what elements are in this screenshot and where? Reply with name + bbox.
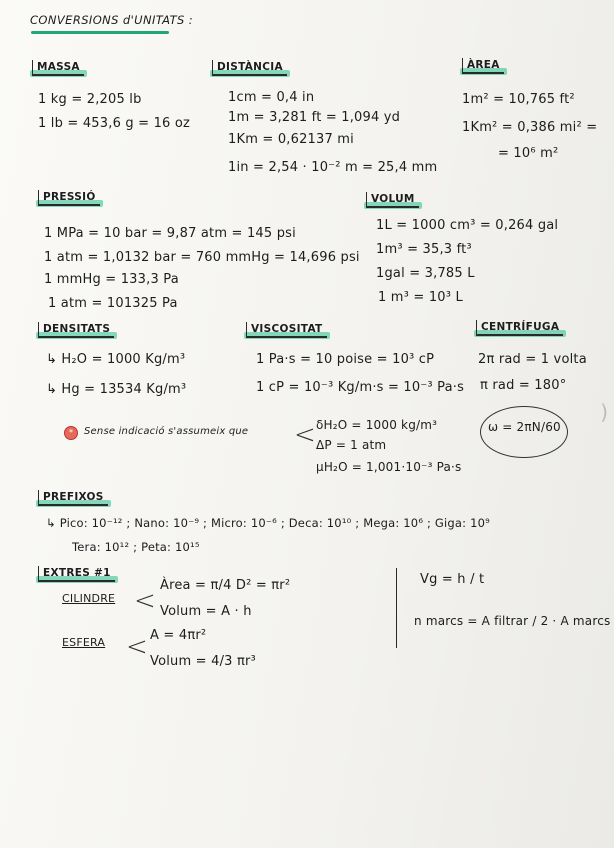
- extres-divider: [396, 568, 397, 648]
- pressio-line-4: 1 atm = 101325 Pa: [48, 296, 178, 311]
- note-asterisk-icon: *: [64, 426, 78, 440]
- pressio-line-3: 1 mmHg = 133,3 Pa: [44, 272, 179, 287]
- viscositat-line-2: 1 cP = 10⁻³ Kg/m·s = 10⁻³ Pa·s: [256, 380, 465, 395]
- esfera-label: ESFERA: [62, 636, 106, 649]
- volum-line-3: 1gal = 3,785 L: [376, 266, 475, 281]
- section-massa: [32, 60, 84, 76]
- note-item-1: δH₂O = 1000 kg/m³: [316, 418, 438, 432]
- section-viscositat: [246, 322, 327, 338]
- centrifuga-line-1: 2π rad = 1 volta: [478, 352, 587, 367]
- nmarcs-formula: n marcs = A filtrar / 2 · A marcs: [414, 614, 611, 628]
- note-item-3: μH₂O = 1,001·10⁻³ Pa·s: [316, 460, 462, 474]
- note-brace-icon: <: [294, 420, 316, 450]
- esfera-brace-icon: <: [126, 632, 148, 662]
- header-area: ÀREA: [462, 58, 504, 74]
- volum-line-1: 1L = 1000 cm³ = 0,264 gal: [376, 218, 559, 233]
- pressio-line-2: 1 atm = 1,0132 bar = 760 mmHg = 14,696 psi: [44, 250, 360, 265]
- distancia-line-3: 1Km = 0,62137 mi: [228, 132, 354, 147]
- pressio-line-1: 1 MPa = 10 bar = 9,87 atm = 145 psi: [44, 226, 296, 241]
- viscositat-line-1: 1 Pa·s = 10 poise = 10³ cP: [256, 352, 435, 367]
- prefixos-line-1: ↳ Pico: 10⁻¹² ; Nano: 10⁻⁹ ; Micro: 10⁻⁶ ; Deca: 10¹⁰ ; Mega: 10⁶ ; Giga: 10⁹: [46, 516, 490, 530]
- header-prefixos: PREFIXOS: [38, 490, 108, 506]
- centrifuga-line-2: π rad = 180°: [480, 378, 567, 393]
- section-volum: [366, 192, 419, 208]
- densitats-line-2: ↳ Hg = 13534 Kg/m³: [46, 382, 187, 397]
- distancia-line-2: 1m = 3,281 ft = 1,094 yd: [228, 110, 401, 125]
- cilindre-label: CILINDRE: [62, 592, 116, 605]
- volum-line-4: 1 m³ = 10³ L: [378, 290, 463, 305]
- distancia-line-1: 1cm = 0,4 in: [228, 90, 315, 105]
- page-edge-mark: ): [600, 400, 608, 424]
- section-distancia: [212, 60, 287, 76]
- note-item-2: ΔP = 1 atm: [316, 438, 387, 452]
- massa-line-1: 1 kg = 2,205 lb: [38, 92, 142, 107]
- header-viscositat: VISCOSITAT: [246, 322, 327, 338]
- note-text: Sense indicació s'assumeix que: [84, 426, 249, 437]
- section-area: [462, 58, 504, 74]
- prefixos-line-2: Tera: 10¹² ; Peta: 10¹⁵: [72, 540, 200, 554]
- vg-formula: Vg = h / t: [420, 572, 485, 587]
- section-densitats: [38, 322, 114, 338]
- cilindre-brace-icon: <: [134, 586, 156, 616]
- massa-line-2: 1 lb = 453,6 g = 16 oz: [38, 116, 191, 131]
- header-extres: EXTRES #1: [38, 566, 115, 582]
- header-densitats: DENSITATS: [38, 322, 114, 338]
- densitats-line-1: ↳ H₂O = 1000 Kg/m³: [46, 352, 186, 367]
- esfera-line-1: A = 4πr²: [150, 628, 207, 643]
- distancia-line-4: 1in = 2,54 · 10⁻² m = 25,4 mm: [228, 160, 438, 175]
- section-pressio: [38, 190, 100, 206]
- cilindre-line-2: Volum = A · h: [160, 604, 252, 619]
- section-extres: [38, 566, 115, 582]
- volum-line-2: 1m³ = 35,3 ft³: [376, 242, 472, 257]
- esfera-line-2: Volum = 4/3 πr³: [150, 654, 256, 669]
- header-volum: VOLUM: [366, 192, 419, 208]
- section-centrifuga: [476, 320, 563, 336]
- section-prefixos: [38, 490, 108, 506]
- cilindre-line-1: Àrea = π/4 D² = πr²: [160, 578, 291, 593]
- area-line-1: 1m² = 10,765 ft²: [462, 92, 575, 107]
- page-title: CONVERSIONS d'UNITATS :: [30, 13, 194, 27]
- area-line-2: 1Km² = 0,386 mi² =: [462, 120, 598, 135]
- header-centrifuga: CENTRÍFUGA: [476, 320, 563, 336]
- area-line-3: = 10⁶ m²: [498, 146, 559, 161]
- header-distancia: DISTÀNCIA: [212, 60, 287, 76]
- title-underline: [31, 31, 169, 34]
- omega-formula: ω = 2πN/60: [488, 420, 561, 434]
- header-pressio: PRESSIÓ: [38, 190, 100, 206]
- header-massa: MASSA: [32, 60, 84, 76]
